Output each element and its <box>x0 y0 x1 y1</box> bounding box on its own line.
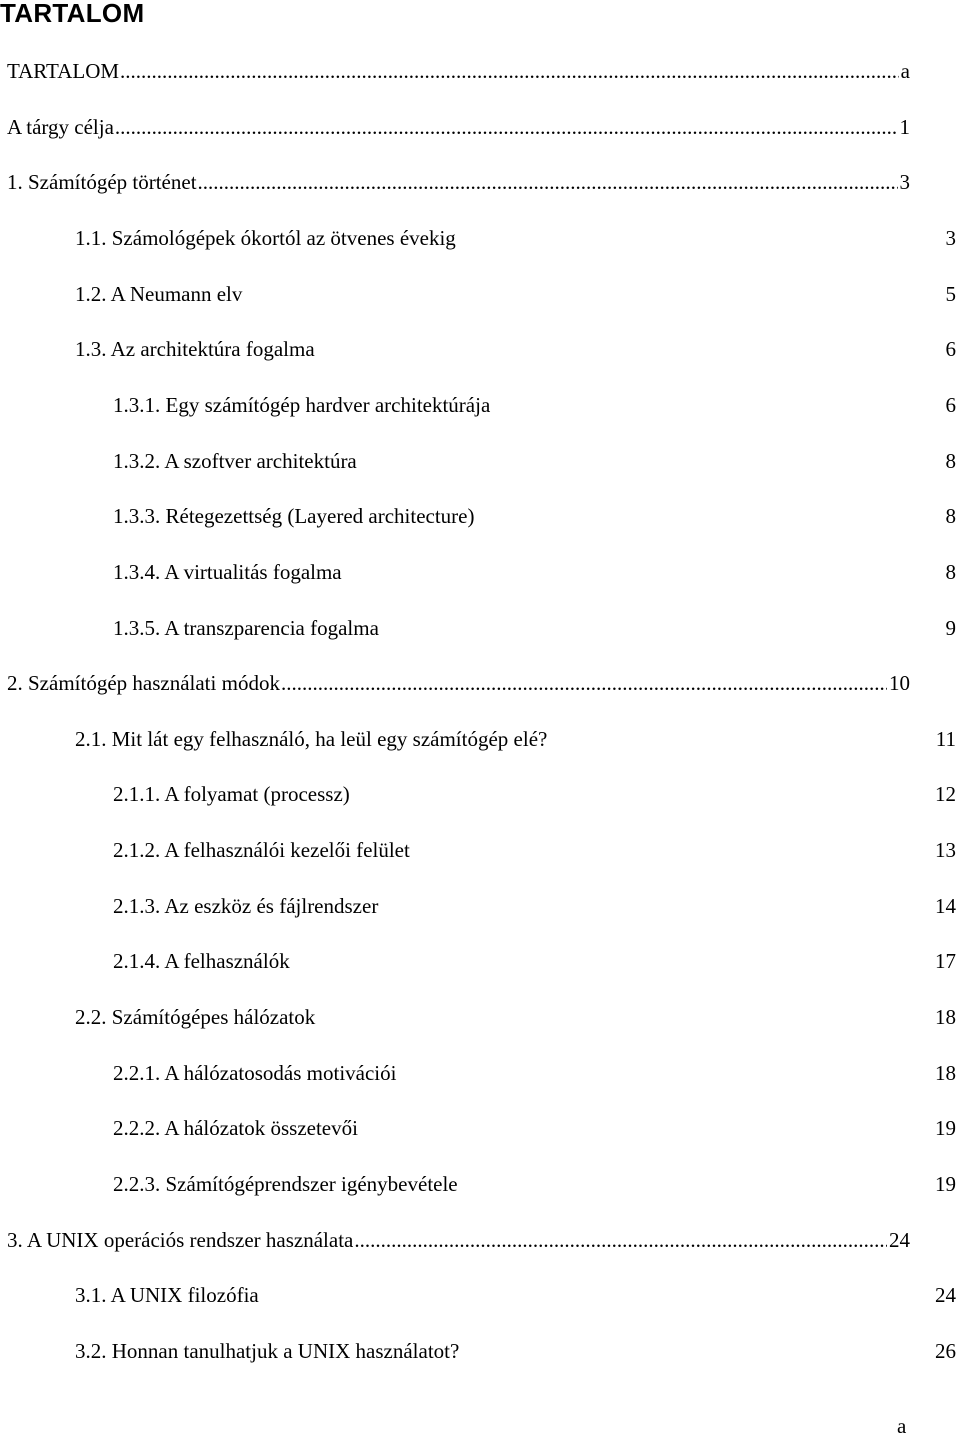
toc-entry <box>0 891 960 921</box>
toc-entry <box>0 668 910 698</box>
toc-entry <box>0 112 910 142</box>
toc-entry-title: 2.2.1. A hálózatosodás motivációi <box>113 1061 397 1085</box>
toc-entry-title: 3.2. Honnan tanulhatjuk a UNIX használatot? <box>75 1339 460 1363</box>
toc-entry <box>0 1280 960 1310</box>
toc-entry-title: 2.1.4. A felhasználók <box>113 949 290 973</box>
toc-entry <box>0 56 910 86</box>
toc-entry <box>0 446 960 476</box>
toc-entry <box>0 1058 960 1088</box>
toc-entry <box>0 334 960 364</box>
toc-entry <box>0 613 960 643</box>
toc-entry <box>0 557 960 587</box>
toc-entry-page: 6 <box>945 393 956 417</box>
toc-entry-title: 1.2. A Neumann elv <box>75 282 243 306</box>
toc-entry <box>0 946 960 976</box>
toc-entry <box>0 1225 910 1255</box>
toc-entry-page: 19 <box>935 1116 956 1140</box>
toc-entry-title: 1.3.1. Egy számítógép hardver architektúrája <box>113 393 491 417</box>
toc-entry-page: 14 <box>935 894 956 918</box>
dot-leader <box>198 167 898 197</box>
toc-entry-page: 19 <box>935 1172 956 1196</box>
toc-entry-page: 1 <box>899 115 910 139</box>
dot-leader <box>354 1225 887 1255</box>
toc-entry-page: 8 <box>945 560 956 584</box>
toc-entry-page: 18 <box>935 1005 956 1029</box>
toc-entry <box>0 835 960 865</box>
toc-entry-page: 8 <box>945 449 956 473</box>
toc-entry-page: 24 <box>935 1283 956 1307</box>
toc-heading: TARTALOM <box>0 0 145 28</box>
toc-entry-page: 5 <box>945 282 956 306</box>
toc-entry-title: 2.1. Mit lát egy felhasználó, ha leül egy számítógép elé? <box>75 727 548 751</box>
toc-entry-page: 24 <box>889 1228 910 1252</box>
toc-entry-title: 2.2.3. Számítógéprendszer igénybevétele <box>113 1172 458 1196</box>
toc-entry-page: 3 <box>899 170 910 194</box>
toc-entry-title: 2.1.3. Az eszköz és fájlrendszer <box>113 894 379 918</box>
toc-entry <box>0 1002 960 1032</box>
toc-entry-title: 2.1.2. A felhasználói kezelői felület <box>113 838 410 862</box>
toc-entry-title: TARTALOM <box>7 59 120 83</box>
toc-entry-page: 13 <box>935 838 956 862</box>
toc-entry-page: 8 <box>945 504 956 528</box>
toc-entry <box>0 279 960 309</box>
toc-entry-title: 2.1.1. A folyamat (processz) <box>113 782 350 806</box>
toc-entry-page: 17 <box>935 949 956 973</box>
toc-entry-page: 10 <box>889 671 910 695</box>
toc-entry <box>0 724 960 754</box>
toc-entry-page: 26 <box>935 1339 956 1363</box>
toc-entry-page: 18 <box>935 1061 956 1085</box>
dot-leader <box>281 668 887 698</box>
toc-entry-page: 9 <box>945 616 956 640</box>
toc-entry-title: 3. A UNIX operációs rendszer használata <box>7 1228 354 1252</box>
toc-entry-page: 6 <box>945 337 956 361</box>
toc-entry-title: 1.3.3. Rétegezettség (Layered architecture) <box>113 504 475 528</box>
dot-leader <box>115 112 898 142</box>
toc-entry-title: 1. Számítógép történet <box>7 170 197 194</box>
toc-entry <box>0 167 910 197</box>
dot-leader <box>120 56 899 86</box>
toc-entry-title: 2. Számítógép használati módok <box>7 671 280 695</box>
toc-entry <box>0 390 960 420</box>
toc-entry-title: A tárgy célja <box>7 115 114 139</box>
toc-entry-title: 1.3.2. A szoftver architektúra <box>113 449 357 473</box>
toc-entry-page: 3 <box>945 226 956 250</box>
toc-entry-title: 3.1. A UNIX filozófia <box>75 1283 259 1307</box>
toc-entry-title: 2.2. Számítógépes hálózatok <box>75 1005 316 1029</box>
toc-entry-page: 11 <box>935 727 956 751</box>
page-number-footer: a <box>897 1414 907 1438</box>
toc-entry-title: 1.3. Az architektúra fogalma <box>75 337 315 361</box>
toc-entry-page: 12 <box>935 782 956 806</box>
toc-entry-title: 1.3.5. A transzparencia fogalma <box>113 616 379 640</box>
toc-entry <box>0 1336 960 1366</box>
toc-entry-page: a <box>900 59 910 83</box>
toc-entry-title: 2.2.2. A hálózatok összetevői <box>113 1116 358 1140</box>
toc-entry <box>0 501 960 531</box>
toc-entry-title: 1.3.4. A virtualitás fogalma <box>113 560 342 584</box>
toc-entry <box>0 223 960 253</box>
toc-entry <box>0 779 960 809</box>
toc-entry-title: 1.1. Számológépek ókortól az ötvenes évekig <box>75 226 456 250</box>
toc-entry <box>0 1113 960 1143</box>
toc-entry <box>0 1169 960 1199</box>
